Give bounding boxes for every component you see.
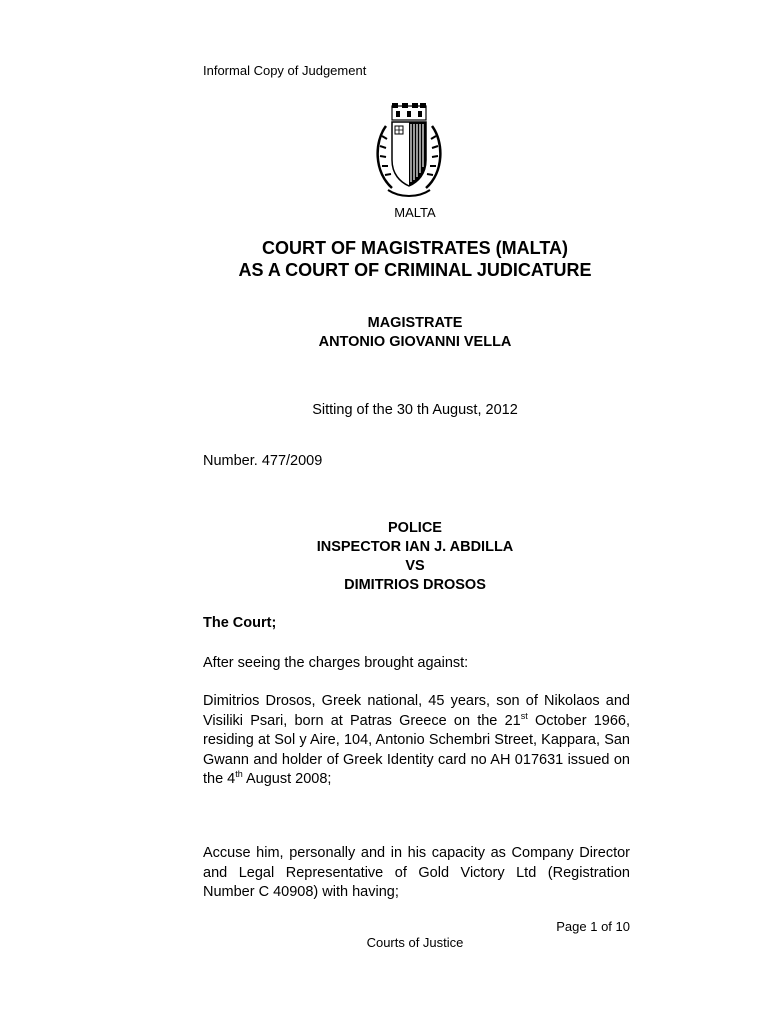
paragraph-text: Dimitrios Drosos, Greek national, 45 years, son of Nikolaos and Visiliki Psari, born at Patras Greece on the 21: [203, 693, 630, 729]
party-versus: VS: [405, 558, 425, 574]
ordinal-suffix: th: [235, 769, 243, 779]
paragraph-accusation: Accuse him, personally and in his capacity as Company Director and Legal Representative of Gold Victory Ltd (Registration Number C 40908) with having;: [203, 845, 630, 900]
ordinal-suffix: st: [520, 710, 528, 721]
court-heading: The Court;: [203, 615, 277, 631]
magistrate-label: MAGISTRATE: [367, 315, 463, 331]
paragraph-text: October 1966, residing at Sol y Aire, 104, Antonio Schembri Street, Kappara, San Gwann and holder of Greek Identity card no AH 017631 issued on the 4: [203, 712, 631, 787]
party-accused: DIMITRIOS DROSOS: [344, 577, 486, 593]
magistrate-name: ANTONIO GIOVANNI VELLA: [318, 334, 512, 350]
case-number: Number. 477/2009: [203, 453, 323, 469]
malta-coat-of-arms-icon: [372, 102, 446, 202]
paragraph-accused-details: [203, 692, 630, 790]
party-inspector: INSPECTOR IAN J. ABDILLA: [316, 539, 514, 555]
country-label: MALTA: [394, 205, 436, 220]
court-title: [0, 237, 768, 281]
magistrate-block: [0, 314, 768, 352]
page-number: Page 1 of 10: [556, 919, 630, 934]
court-title-line-1: COURT OF MAGISTRATES (MALTA): [262, 238, 568, 258]
paragraph-text: August 2008;: [242, 771, 332, 787]
footer: Courts of Justice: [366, 935, 464, 950]
header-note: Informal Copy of Judgement: [203, 63, 367, 78]
paragraph-charges-intro: After seeing the charges brought against:: [203, 655, 469, 671]
sitting-date: Sitting of the 30 th August, 2012: [312, 402, 518, 418]
party-prosecution: POLICE: [388, 520, 442, 536]
parties-block: [0, 519, 768, 595]
court-title-line-2: AS A COURT OF CRIMINAL JUDICATURE: [238, 260, 592, 280]
